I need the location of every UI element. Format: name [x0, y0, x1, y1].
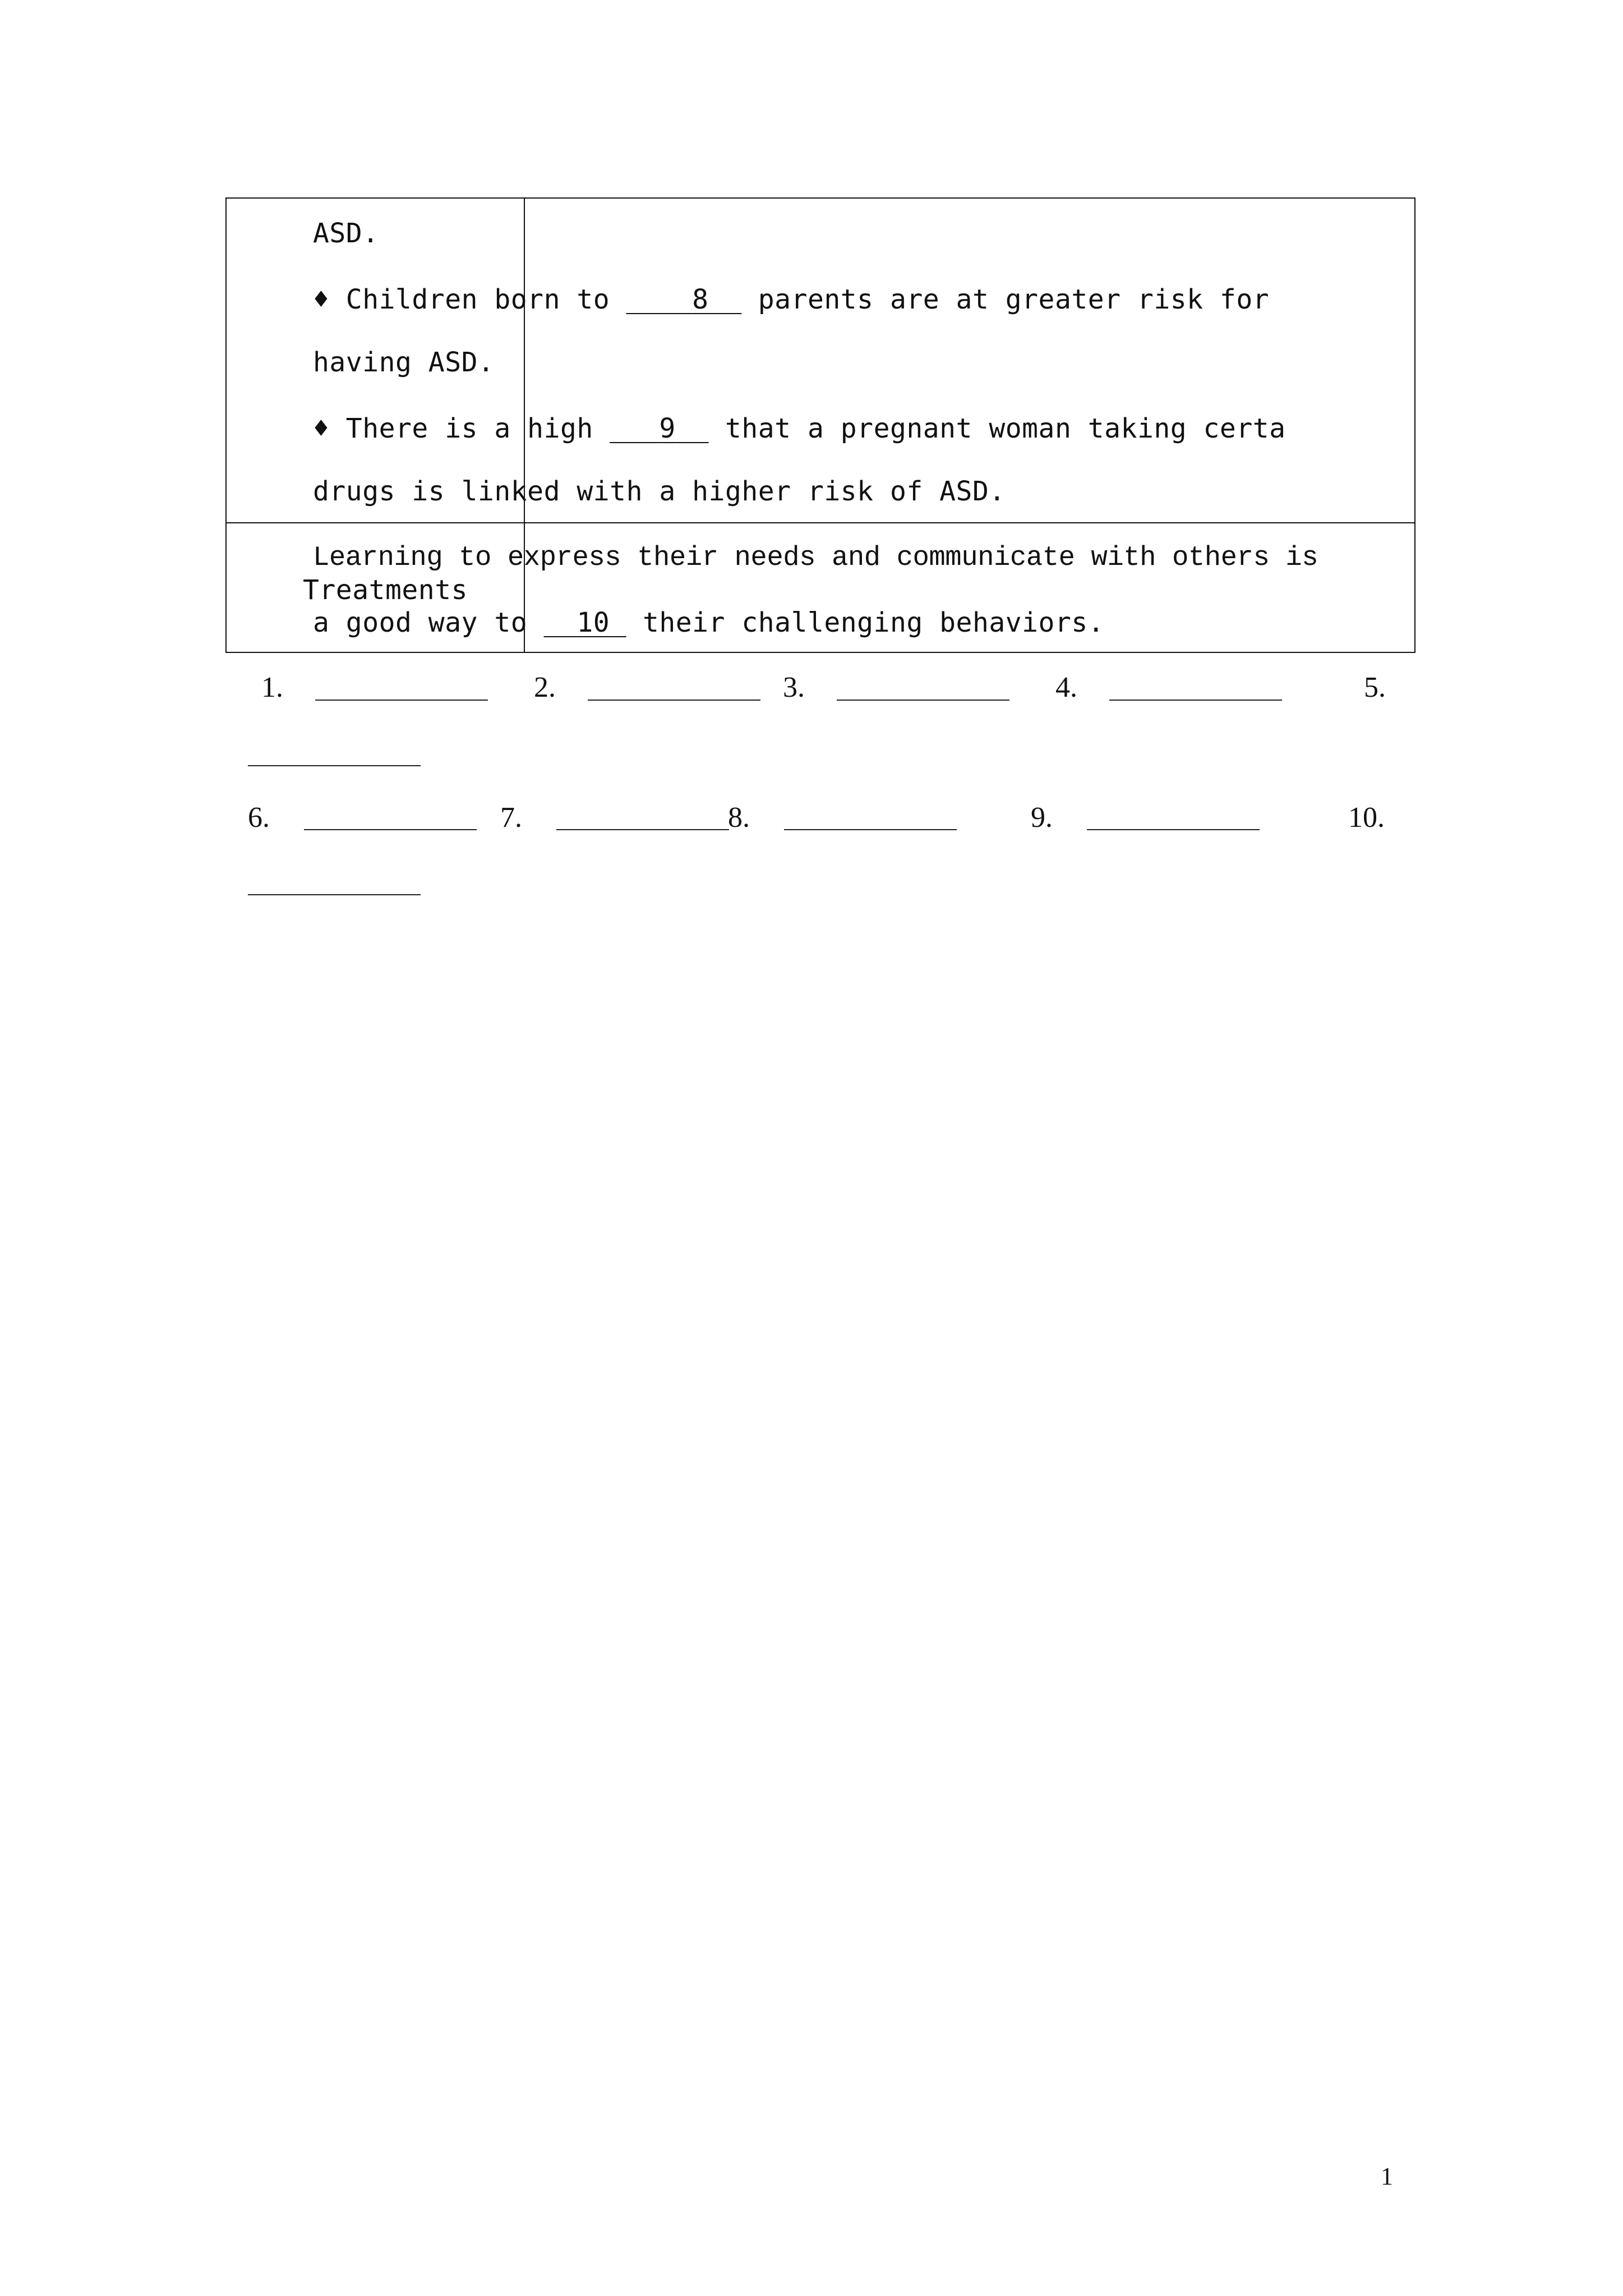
blank-10-number: 10	[577, 607, 610, 638]
answer-line-4[interactable]	[1109, 700, 1282, 701]
cause-line-1: ASD.	[313, 218, 379, 249]
treatments-line-2-start: a good way to	[313, 607, 544, 638]
answer-line-5[interactable]	[248, 765, 421, 766]
answer-label-9: 9.	[1031, 802, 1053, 834]
blank-8-number: 8	[692, 284, 709, 315]
cause-line-4-end: that a pregnant woman taking certa	[708, 413, 1286, 444]
answer-line-7[interactable]	[556, 829, 729, 830]
answer-label-7: 7.	[500, 802, 522, 834]
blank-8	[626, 284, 742, 315]
answer-line-3[interactable]	[837, 700, 1009, 701]
answer-label-5: 5.	[1364, 671, 1386, 703]
cause-line-3: having ASD.	[313, 347, 495, 378]
answer-line-6[interactable]	[304, 829, 477, 830]
blank-9-number: 9	[659, 413, 676, 444]
answer-label-4: 4.	[1055, 671, 1077, 703]
treatments-line-2-end: their challenging behaviors.	[626, 607, 1105, 638]
answer-line-2[interactable]	[588, 700, 760, 701]
cause-line-2-end: parents are at greater risk for	[741, 284, 1270, 315]
cause-line-2	[312, 284, 1270, 318]
answer-line-8[interactable]	[784, 829, 957, 830]
treatments-line-1: Learning to express their needs and communicate with others is	[313, 542, 1318, 573]
blank-10	[544, 607, 626, 638]
treatments-label: Treatments	[303, 574, 468, 606]
cause-line-4	[312, 413, 1286, 447]
cause-line-2-start: ♦ Children born to	[313, 284, 626, 315]
answer-line-1[interactable]	[315, 700, 488, 701]
answer-label-3: 3.	[783, 671, 805, 703]
answer-line-9[interactable]	[1087, 829, 1260, 830]
row-divider	[227, 522, 1414, 523]
answer-label-8: 8.	[728, 802, 750, 834]
answer-line-10[interactable]	[248, 894, 421, 895]
blank-9	[610, 413, 708, 444]
page-number: 1	[1381, 2162, 1393, 2190]
answer-label-10: 10.	[1348, 802, 1385, 834]
answer-label-6: 6.	[248, 802, 270, 834]
treatments-line-2	[313, 609, 1104, 636]
answer-label-2: 2.	[534, 671, 556, 703]
cause-line-4-start: ♦ There is a high	[313, 413, 610, 444]
cause-line-5: drugs is linked with a higher risk of ASD.	[313, 476, 1006, 507]
answer-label-1: 1.	[261, 671, 283, 703]
